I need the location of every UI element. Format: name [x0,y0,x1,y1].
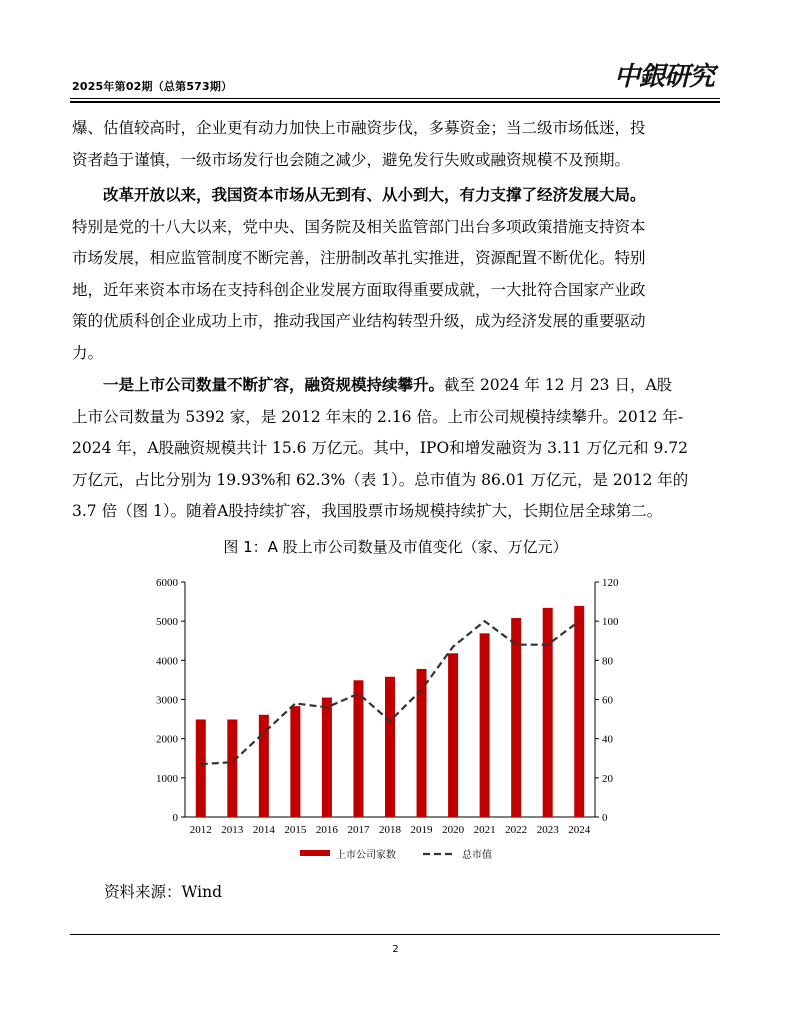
bar [574,606,584,817]
paragraph-line [72,243,722,275]
line-text: 力。 [72,343,104,362]
bold-lead: 改革开放以来，我国资本市场从无到有、从小到大，有力支撑了经济发展大局。 [103,186,646,204]
header-divider [70,98,720,99]
y-right-tick-label: 40 [602,733,613,746]
paragraph-line [72,496,722,528]
paragraph-line [72,212,722,244]
paragraph [72,113,722,176]
y-right-tick-label: 60 [602,694,613,707]
x-tick-label: 2016 [315,824,338,836]
header-divider-thick [70,101,720,103]
y-left-tick-label: 1000 [156,772,178,785]
line-text: 3.7 倍（图 1）。随着A股持续扩容，我国股票市场规模持续扩大，长期位居全球第二。 [72,502,663,520]
line-text: 上市公司数量为 5392 家，是 2012 年末的 2.16 倍。上市公司规模持续攀升。2012 年- [72,407,684,426]
source-note: 资料来源：Wind [104,883,223,901]
x-tick-label: 2023 [536,824,559,836]
bar [385,677,395,817]
figure-title: 图 1：A 股上市公司数量及市值变化（家、万亿元） [223,538,568,556]
bar [511,618,521,817]
y-left-tick-label: 6000 [156,577,178,589]
issue-label: 2025年第02期（总第573期） [72,80,233,93]
y-right-tick-label: 80 [602,655,613,668]
x-tick-label: 2013 [221,824,244,836]
bar [448,653,458,817]
legend-line-label: 总市值 [462,850,492,861]
paragraph-line [72,306,722,338]
paragraph-line [72,402,722,434]
x-tick-label: 2022 [505,824,528,836]
paragraph-line [72,370,722,402]
y-left-tick-label: 3000 [156,694,178,707]
x-tick-label: 2012 [189,824,212,836]
line-text: 特别是党的十八大以来，党中央、国务院及相关监管部门出台多项政策措施支持资本 [72,217,646,236]
x-tick-label: 2018 [379,824,401,836]
bar [227,719,237,817]
legend-bar-label: 上市公司家数 [336,850,396,861]
paragraph-line [72,338,722,370]
y-left-tick-label: 4000 [156,655,178,668]
logo: 中銀研究 [614,62,715,92]
bar [322,698,332,817]
x-tick-label: 2017 [347,824,370,836]
y-right-tick-label: 100 [602,616,619,629]
y-left-tick-label: 5000 [156,616,178,629]
line-text: 爆、估值较高时，企业更有动力加快上市融资步伐，多募资金；当二级市场低迷，投 [72,119,646,137]
bar [290,706,300,817]
page-number: 2 [392,944,399,955]
y-right-tick-label: 120 [602,577,619,589]
bar [543,608,553,817]
paragraph-line [72,180,722,212]
paragraph-line [72,275,722,307]
paragraph [72,370,722,528]
x-tick-label: 2020 [442,824,465,836]
chart [140,570,630,870]
footer-divider [70,934,720,935]
line-text: 市场发展，相应监管制度不断完善，注册制改革扎实推进，资源配置不断优化。特别 [72,249,646,267]
x-tick-label: 2019 [410,824,433,836]
line-text: 截至 2024 年 12 月 23 日，A股 [444,376,673,394]
paragraph [72,180,722,369]
y-left-tick-label: 0 [172,812,178,824]
paragraph-line [72,433,722,465]
x-tick-label: 2021 [473,824,496,836]
legend-bar-swatch [300,850,330,856]
y-left-tick-label: 2000 [156,733,178,746]
line-text: 万亿元，占比分别为 19.93%和 62.3%（表 1）。总市值为 86.01 万亿元，是 2012 年的 [72,470,689,489]
bar [480,633,490,817]
bold-lead: 一是上市公司数量不断扩容，融资规模持续攀升。 [103,376,445,394]
y-right-tick-label: 20 [602,772,613,785]
line-text: 2024 年，A股融资规模共计 15.6 万亿元。其中，IPO和增发融资为 3.11 万亿元和 9.72 [72,439,688,457]
paragraph-line [72,113,722,145]
bar [196,719,206,817]
line-text: 地，近年来资本市场在支持科创企业发展方面取得重要成就，一大批符合国家产业政 [72,280,646,299]
x-tick-label: 2014 [252,824,275,836]
line-text: 策的优质科创企业成功上市，推动我国产业结构转型升级，成为经济发展的重要驱动 [72,312,646,330]
x-tick-label: 2015 [284,824,307,836]
paragraph-line [72,145,722,177]
line-text: 资者趋于谨慎，一级市场发行也会随之减少，避免发行失败或融资规模不及预期。 [72,150,631,169]
y-right-tick-label: 0 [602,812,608,824]
bar [353,680,363,817]
x-tick-label: 2024 [568,824,591,836]
paragraph-line [72,465,722,497]
